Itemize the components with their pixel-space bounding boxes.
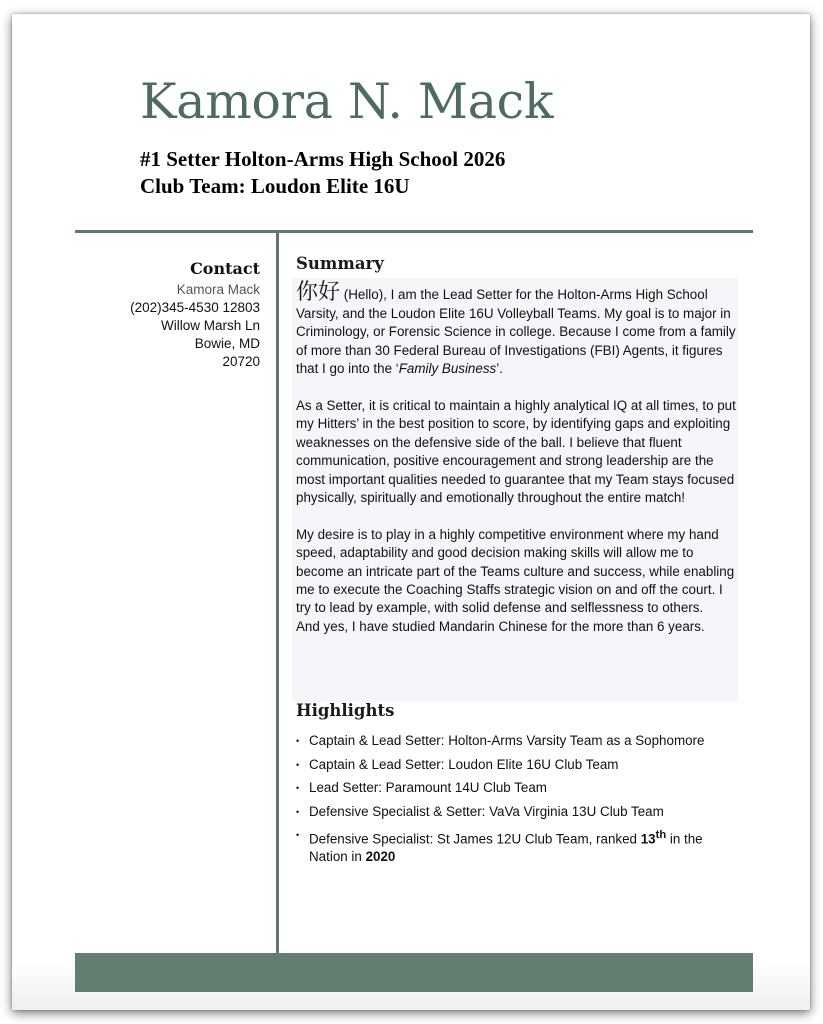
list-item	[296, 803, 736, 821]
summary-text	[296, 281, 736, 636]
highlights-list	[296, 732, 736, 872]
bullet-icon: •	[296, 806, 300, 817]
summary-paragraph-mandarin: And yes, I have studied Mandarin Chinese for the more than 6 years.	[296, 618, 705, 634]
highlight-rank-suffix: th	[655, 829, 667, 841]
resume-name: Kamora N. Mack	[140, 73, 554, 130]
highlight-rank: 13	[640, 831, 656, 847]
resume-subtitle-club: Club Team: Loudon Elite 16U	[140, 174, 410, 198]
summary-intro-italic: Family Business	[398, 361, 497, 377]
highlights-heading: Highlights	[296, 701, 395, 720]
highlight-text-a: Defensive Specialist: St James 12U Club Team, ranked	[309, 831, 641, 847]
summary-paragraph-desire: My desire is to play in a highly competitive environment where my hand speed, adaptability and good decision making skills will allow me to become an intricate part of the Teams culture and success, while enabling me to execute the Coaching Staffs strategic vision on and off the court. I try to lead by example, with solid defense and selflessness to others.	[296, 526, 735, 616]
highlight-text: Lead Setter: Paramount 14U Club Team	[309, 780, 547, 795]
contact-zip: 20720	[222, 354, 260, 369]
footer-bar	[75, 953, 753, 992]
bullet-icon: •	[296, 736, 300, 746]
highlight-text: Captain & Lead Setter: Loudon Elite 16U Club Team	[309, 756, 619, 772]
highlight-text-b: in the Nation in	[309, 831, 703, 865]
summary-paragraph-setter: As a Setter, it is critical to maintain a highly analytical IQ at all times, to put my Hitters’ in the best position to score, by identifying gaps and exploiting weaknesses on the defensive side of the ball. I believe that fluent communication, positive encouragement and strong leadership are the most important qualities needed to guarantee that my Team stays focused physically, spiritually and emotionally throughout the entire match!	[296, 398, 736, 506]
highlight-year: 2020	[365, 849, 396, 865]
contact-section	[90, 259, 260, 371]
summary-intro-end: ’.	[496, 361, 503, 377]
bullet-icon: •	[296, 783, 300, 793]
list-item	[296, 756, 736, 774]
contact-city-state: Bowie, MD	[194, 336, 260, 351]
header-divider	[75, 230, 753, 233]
list-item	[296, 779, 736, 797]
chinese-greeting: 你好	[296, 280, 341, 305]
summary-intro-text: (Hello), I am the Lead Setter for the Holton-Arms High School Varsity, and the Loudon Elite 16U Volleyball Teams. My goal is to major in Criminology, or Forensic Science in college. Because I come from a family of more than 30 Federal Bureau of Investigations (FBI) Agents, it figures that I go into the ‘	[296, 287, 736, 377]
bullet-icon: •	[296, 830, 300, 840]
list-item	[296, 826, 736, 866]
column-divider	[276, 232, 279, 954]
summary-paragraph-intro	[296, 281, 736, 379]
contact-name: Kamora Mack	[176, 282, 260, 297]
highlight-text: Captain & Lead Setter: Holton-Arms Varsity Team as a Sophomore	[309, 733, 705, 748]
contact-street: Willow Marsh Ln	[160, 318, 260, 333]
resume-subtitle-position: #1 Setter Holton-Arms High School 2026	[140, 147, 506, 171]
contact-phone-address: (202)345-4530 12803	[130, 300, 260, 315]
highlight-text: Defensive Specialist & Setter: VaVa Virginia 13U Club Team	[309, 803, 664, 819]
bullet-icon: •	[296, 759, 300, 770]
contact-heading: Contact	[190, 259, 260, 278]
summary-heading: Summary	[296, 254, 384, 273]
list-item	[296, 732, 736, 750]
